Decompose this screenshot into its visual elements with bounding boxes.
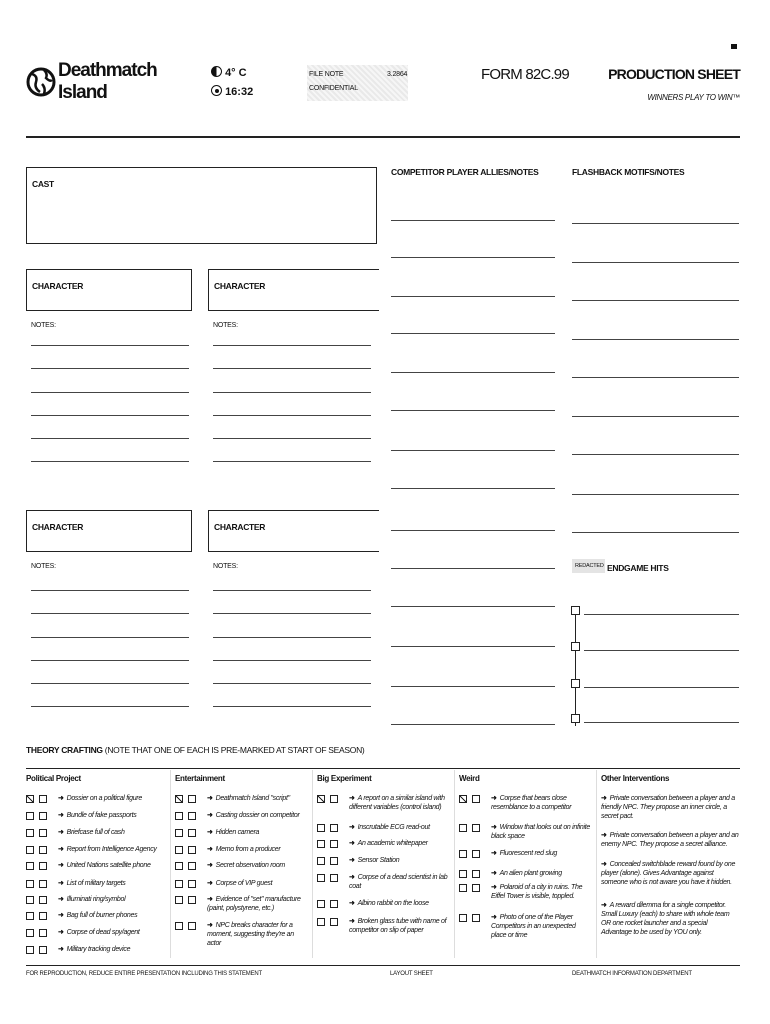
tagline: WINNERS PLAY TO WIN™ — [647, 93, 740, 102]
allies-line[interactable] — [391, 606, 555, 607]
note-line[interactable] — [213, 613, 371, 614]
theory-checkbox[interactable] — [330, 795, 338, 803]
character-box[interactable] — [208, 510, 379, 552]
arrow-icon: ➜ — [207, 846, 213, 853]
endgame-line[interactable] — [584, 687, 739, 688]
theory-title: THEORY CRAFTING — [26, 745, 103, 755]
arrow-icon: ➜ — [601, 902, 607, 909]
arrow-icon: ➜ — [491, 850, 497, 857]
theory-checkbox[interactable] — [26, 795, 34, 803]
character-title: CHARACTER — [214, 522, 266, 532]
theory-checkbox[interactable] — [26, 929, 34, 937]
note-line[interactable] — [213, 590, 371, 591]
theory-item-text: Bag full of burner phones — [66, 912, 138, 919]
theory-checkbox[interactable] — [459, 824, 467, 832]
form-number: FORM 82C.99 — [481, 66, 569, 83]
allies-line[interactable] — [391, 686, 555, 687]
endgame-checkbox[interactable] — [571, 714, 580, 723]
flashback-line[interactable] — [572, 262, 739, 263]
arrow-icon: ➜ — [58, 795, 64, 802]
redacted-text: REDACTED — [575, 563, 604, 569]
theory-checkbox[interactable] — [459, 795, 467, 803]
theory-item — [349, 823, 449, 832]
redacted-badge — [572, 559, 605, 573]
column-divider — [312, 770, 313, 958]
theory-item-text: Memo from a producer — [215, 846, 281, 853]
arrow-icon: ➜ — [58, 946, 64, 953]
footer-center: LAYOUT SHEET — [390, 971, 433, 977]
theory-item-text: Corpse that bears close resemblance to a competitor — [491, 795, 572, 811]
endgame-checkbox[interactable] — [571, 642, 580, 651]
theory-checkbox[interactable] — [188, 846, 196, 854]
arrow-icon: ➜ — [491, 870, 497, 877]
theory-item-text: List of military targets — [66, 880, 126, 887]
globe-icon — [26, 60, 56, 104]
theory-checkbox[interactable] — [330, 900, 338, 908]
clock-icon — [211, 85, 222, 96]
theory-item — [207, 879, 307, 888]
theory-item — [58, 928, 170, 937]
cast-label: CAST — [32, 179, 54, 189]
theory-checkbox[interactable] — [459, 870, 467, 878]
arrow-icon: ➜ — [349, 795, 355, 802]
footer-right: DEATHMATCH INFORMATION DEPARTMENT — [572, 971, 692, 977]
theory-item-text: Casting dossier on competitor — [215, 812, 300, 819]
theory-item — [491, 823, 591, 841]
footer-divider — [26, 965, 740, 966]
flashback-line[interactable] — [572, 454, 739, 455]
note-line[interactable] — [31, 392, 189, 393]
theory-column-title: Entertainment — [175, 774, 225, 783]
arrow-icon: ➜ — [491, 795, 497, 802]
arrow-icon: ➜ — [491, 884, 497, 891]
arrow-icon: ➜ — [58, 896, 64, 903]
arrow-icon: ➜ — [349, 918, 355, 925]
logo-text-line1: Deathmatch — [58, 60, 157, 81]
theory-checkbox[interactable] — [39, 929, 47, 937]
theory-item — [58, 861, 170, 870]
note-line[interactable] — [213, 461, 371, 462]
theory-column-title: Political Project — [26, 774, 81, 783]
allies-line[interactable] — [391, 450, 555, 451]
theory-item — [601, 901, 739, 937]
character-title: CHARACTER — [214, 281, 266, 291]
theory-checkbox[interactable] — [39, 862, 47, 870]
theory-item — [491, 913, 591, 940]
theory-item-text: Corpse of a dead scientist in lab coat — [349, 874, 448, 890]
flashback-line[interactable] — [572, 416, 739, 417]
theory-item-text: Corpse of VIP guest — [215, 880, 273, 887]
logo — [26, 58, 156, 106]
theory-item-text: Illuminati ring/symbol — [66, 896, 126, 903]
theory-checkbox[interactable] — [459, 914, 467, 922]
theory-item-text: Albino rabbit on the loose — [357, 900, 429, 907]
theory-checkbox[interactable] — [26, 862, 34, 870]
allies-line[interactable] — [391, 257, 555, 258]
arrow-icon: ➜ — [58, 829, 64, 836]
theory-item — [349, 794, 449, 812]
arrow-icon: ➜ — [207, 896, 213, 903]
theory-checkbox[interactable] — [188, 880, 196, 888]
theory-item-text: Hidden camera — [215, 829, 260, 836]
theory-checkbox[interactable] — [39, 896, 47, 904]
time: 16:32 — [225, 86, 254, 98]
theory-checkbox[interactable] — [26, 880, 34, 888]
note-line[interactable] — [31, 590, 189, 591]
theory-item-text: Inscrutable ECG read-out — [357, 824, 430, 831]
theory-item — [491, 794, 591, 812]
theory-item — [601, 831, 739, 849]
allies-line[interactable] — [391, 724, 555, 725]
character-box[interactable] — [26, 510, 192, 552]
sheet-title: PRODUCTION SHEET — [608, 66, 740, 82]
theory-checkbox[interactable] — [472, 795, 480, 803]
theory-checkbox[interactable] — [459, 884, 467, 892]
theory-item-text: Secret observation room — [215, 862, 285, 869]
theory-item — [58, 794, 170, 803]
arrow-icon: ➜ — [491, 824, 497, 831]
arrow-icon: ➜ — [601, 861, 607, 868]
theory-column-title: Weird — [459, 774, 480, 783]
theory-item-text: United Nations satellite phone — [66, 862, 151, 869]
theory-checkbox[interactable] — [317, 795, 325, 803]
theory-item-text: Dossier on a political figure — [66, 795, 142, 802]
theory-checkbox[interactable] — [330, 857, 338, 865]
theory-checkbox[interactable] — [26, 829, 34, 837]
theory-checkbox[interactable] — [317, 900, 325, 908]
file-note-value: 3.2864 — [387, 71, 408, 78]
theory-checkbox[interactable] — [472, 884, 480, 892]
theory-item-text: Private conversation between a player and an enemy NPC. They propose a secret alliance. — [601, 832, 739, 848]
note-line[interactable] — [213, 415, 371, 416]
theory-checkbox[interactable] — [26, 946, 34, 954]
theory-checkbox[interactable] — [188, 795, 196, 803]
theory-checkbox[interactable] — [26, 846, 34, 854]
theory-item-text: An academic whitepaper — [357, 840, 428, 847]
flashback-label: FLASHBACK MOTIFS/NOTES — [572, 167, 685, 177]
theory-item-text: Broken glass tube with name of competitor on slip of paper — [349, 918, 447, 934]
theory-item-text: Bundle of fake passports — [66, 812, 137, 819]
theory-checkbox[interactable] — [39, 912, 47, 920]
character-notes-label: NOTES: — [31, 322, 56, 329]
theory-checkbox[interactable] — [39, 829, 47, 837]
theory-item — [349, 917, 449, 935]
theory-checkbox[interactable] — [26, 896, 34, 904]
theory-checkbox[interactable] — [175, 812, 183, 820]
flashback-line[interactable] — [572, 532, 739, 533]
theory-item — [207, 861, 307, 870]
time-row — [211, 85, 253, 98]
footer-left: FOR REPRODUCTION, REDUCE ENTIRE PRESENTATION INCLUDING THIS STATEMENT — [26, 971, 262, 977]
character-title: CHARACTER — [32, 281, 84, 291]
arrow-icon: ➜ — [58, 929, 64, 936]
endgame-line[interactable] — [584, 614, 739, 615]
arrow-icon: ➜ — [207, 922, 213, 929]
confidential-label: CONFIDENTIAL — [309, 85, 358, 92]
theory-checkbox[interactable] — [188, 896, 196, 904]
theory-item — [349, 856, 449, 865]
theory-checkbox[interactable] — [175, 795, 183, 803]
theory-checkbox[interactable] — [330, 918, 338, 926]
allies-line[interactable] — [391, 220, 555, 221]
theory-checkbox[interactable] — [39, 946, 47, 954]
character-notes-label: NOTES: — [31, 563, 56, 570]
theory-item — [207, 811, 307, 820]
endgame-connector — [575, 606, 576, 726]
arrow-icon: ➜ — [349, 857, 355, 864]
arrow-icon: ➜ — [349, 824, 355, 831]
theory-checkbox[interactable] — [459, 850, 467, 858]
theory-checkbox[interactable] — [472, 914, 480, 922]
character-box[interactable] — [26, 269, 192, 311]
theory-item-text: Sensor Station — [357, 857, 400, 864]
arrow-icon: ➜ — [349, 900, 355, 907]
theory-item-text: An alien plant growing — [499, 870, 562, 877]
note-line[interactable] — [31, 683, 189, 684]
arrow-icon: ➜ — [491, 914, 497, 921]
note-line[interactable] — [31, 461, 189, 462]
theory-item — [601, 860, 739, 887]
theory-divider — [26, 768, 740, 769]
arrow-icon: ➜ — [601, 795, 607, 802]
theory-checkbox[interactable] — [330, 840, 338, 848]
theory-item — [491, 849, 591, 858]
theory-item — [207, 828, 307, 837]
theory-column-title: Other Interventions — [601, 774, 670, 783]
theory-checkbox[interactable] — [317, 824, 325, 832]
theory-checkbox[interactable] — [317, 857, 325, 865]
file-note-box — [307, 65, 408, 101]
endgame-line[interactable] — [584, 722, 739, 723]
theory-checkbox[interactable] — [472, 824, 480, 832]
theory-item-text: Polaroid of a city in ruins. The Eiffel Tower is visible, toppled. — [491, 884, 583, 900]
theory-item — [58, 811, 170, 820]
note-line[interactable] — [31, 345, 189, 346]
theory-item-text: Report from Intelligence Agency — [66, 846, 157, 853]
arrow-icon: ➜ — [349, 840, 355, 847]
theory-checkbox[interactable] — [175, 880, 183, 888]
theory-subtitle: (NOTE THAT ONE OF EACH IS PRE-MARKED AT START OF SEASON) — [104, 745, 365, 755]
arrow-icon: ➜ — [349, 874, 355, 881]
temperature: 4° C — [225, 67, 247, 79]
theory-item-text: Briefcase full of cash — [66, 829, 125, 836]
theory-item-text: Military tracking device — [66, 946, 131, 953]
character-title: CHARACTER — [32, 522, 84, 532]
theory-item-text: Window that looks out on infinite black space — [491, 824, 591, 840]
theory-item — [349, 899, 449, 908]
theory-checkbox[interactable] — [188, 812, 196, 820]
arrow-icon: ➜ — [58, 846, 64, 853]
flashback-line[interactable] — [572, 494, 739, 495]
endgame-line[interactable] — [584, 650, 739, 651]
endgame-label: ENDGAME HITS — [607, 563, 669, 573]
flashback-line[interactable] — [572, 223, 739, 224]
note-line[interactable] — [213, 706, 371, 707]
theory-item — [58, 845, 170, 854]
theory-item-text: Fluorescent red slug — [499, 850, 557, 857]
note-line[interactable] — [31, 637, 189, 638]
theory-checkbox[interactable] — [472, 850, 480, 858]
allies-line[interactable] — [391, 372, 555, 373]
theory-checkbox[interactable] — [317, 840, 325, 848]
allies-line[interactable] — [391, 333, 555, 334]
theory-item — [58, 879, 170, 888]
theory-item — [58, 911, 170, 920]
note-line[interactable] — [31, 438, 189, 439]
arrow-icon: ➜ — [207, 829, 213, 836]
arrow-icon: ➜ — [207, 862, 213, 869]
allies-line[interactable] — [391, 646, 555, 647]
note-line[interactable] — [31, 368, 189, 369]
arrow-icon: ➜ — [58, 880, 64, 887]
arrow-icon: ➜ — [58, 812, 64, 819]
theory-item — [601, 794, 739, 821]
theory-item — [58, 945, 170, 954]
note-line[interactable] — [213, 637, 371, 638]
theory-checkbox[interactable] — [175, 846, 183, 854]
theory-item — [207, 921, 307, 948]
theory-item — [349, 873, 449, 891]
column-divider — [170, 770, 171, 958]
header-divider — [26, 136, 740, 138]
allies-line[interactable] — [391, 488, 555, 489]
flashback-line[interactable] — [572, 339, 739, 340]
theory-column-title: Big Experiment — [317, 774, 372, 783]
theory-checkbox[interactable] — [188, 922, 196, 930]
note-line[interactable] — [31, 706, 189, 707]
cast-box[interactable] — [26, 167, 377, 244]
theory-checkbox[interactable] — [175, 829, 183, 837]
theory-item — [207, 794, 307, 803]
note-line[interactable] — [213, 368, 371, 369]
column-divider — [596, 770, 597, 958]
theory-item-text: Deathmatch Island "script" — [215, 795, 290, 802]
arrow-icon: ➜ — [207, 880, 213, 887]
allies-line[interactable] — [391, 530, 555, 531]
note-line[interactable] — [213, 345, 371, 346]
theory-item — [349, 839, 449, 848]
arrow-icon: ➜ — [58, 862, 64, 869]
arrow-icon: ➜ — [58, 912, 64, 919]
theory-item-text: Evidence of "set" manufacture (paint, polystyrene, etc.) — [207, 896, 301, 912]
theory-item-text: Private conversation between a player and a friendly NPC. They propose an inner circle, a secret pact. — [601, 795, 735, 820]
theory-checkbox[interactable] — [39, 880, 47, 888]
theory-checkbox[interactable] — [188, 829, 196, 837]
character-notes-label: NOTES: — [213, 322, 238, 329]
arrow-icon: ➜ — [601, 832, 607, 839]
flashback-line[interactable] — [572, 377, 739, 378]
arrow-icon: ➜ — [207, 812, 213, 819]
theory-checkbox[interactable] — [175, 896, 183, 904]
theory-heading — [26, 745, 364, 755]
note-line[interactable] — [31, 415, 189, 416]
character-box[interactable] — [208, 269, 379, 311]
theory-item-text: Concealed switchblade reward found by one player (alone). Gives Advantage against someone who is not aware you have it hidden. — [601, 861, 736, 886]
theory-item — [207, 895, 307, 913]
note-line[interactable] — [213, 392, 371, 393]
allies-line[interactable] — [391, 568, 555, 569]
temperature-row — [211, 66, 247, 79]
theory-item — [207, 845, 307, 854]
theory-checkbox[interactable] — [26, 912, 34, 920]
note-line[interactable] — [213, 660, 371, 661]
arrow-icon: ➜ — [207, 795, 213, 802]
note-line[interactable] — [31, 613, 189, 614]
note-line[interactable] — [213, 438, 371, 439]
theory-item-text: Corpse of dead spy/agent — [66, 929, 140, 936]
theory-checkbox[interactable] — [317, 874, 325, 882]
flashback-line[interactable] — [572, 300, 739, 301]
theory-checkbox[interactable] — [472, 870, 480, 878]
theory-checkbox[interactable] — [39, 846, 47, 854]
logo-text-line2: Island — [58, 82, 107, 103]
theory-checkbox[interactable] — [317, 918, 325, 926]
theory-checkbox[interactable] — [39, 812, 47, 820]
file-note-label: FILE NOTE — [309, 71, 344, 78]
corner-mark — [731, 44, 737, 49]
theory-checkbox[interactable] — [330, 824, 338, 832]
allies-line[interactable] — [391, 296, 555, 297]
theory-item-text: Photo of one of the Player Competitors in an unexpected place or time — [491, 914, 576, 939]
theory-checkbox[interactable] — [39, 795, 47, 803]
theory-checkbox[interactable] — [175, 862, 183, 870]
half-circle-icon — [211, 66, 222, 77]
theory-item-text: A reward dilemma for a single competitor. Small Luxury (each) to share with whole team OR one rocket launcher and a special Advantage to be used by YOU only. — [601, 902, 730, 936]
theory-checkbox[interactable] — [330, 874, 338, 882]
theory-item — [491, 869, 591, 878]
theory-item-text: A report on a similar island with different variables (control island) — [349, 795, 445, 811]
allies-line[interactable] — [391, 410, 555, 411]
theory-checkbox[interactable] — [188, 862, 196, 870]
theory-item-text: NPC breaks character for a moment, suggesting they're an actor — [207, 922, 294, 947]
endgame-checkbox[interactable] — [571, 606, 580, 615]
theory-checkbox[interactable] — [175, 922, 183, 930]
endgame-checkbox[interactable] — [571, 679, 580, 688]
theory-item — [58, 895, 170, 904]
theory-item — [491, 883, 591, 901]
note-line[interactable] — [31, 660, 189, 661]
theory-item — [58, 828, 170, 837]
character-notes-label: NOTES: — [213, 563, 238, 570]
allies-label: COMPETITOR PLAYER ALLIES/NOTES — [391, 167, 539, 177]
note-line[interactable] — [213, 683, 371, 684]
column-divider — [454, 770, 455, 958]
theory-checkbox[interactable] — [26, 812, 34, 820]
